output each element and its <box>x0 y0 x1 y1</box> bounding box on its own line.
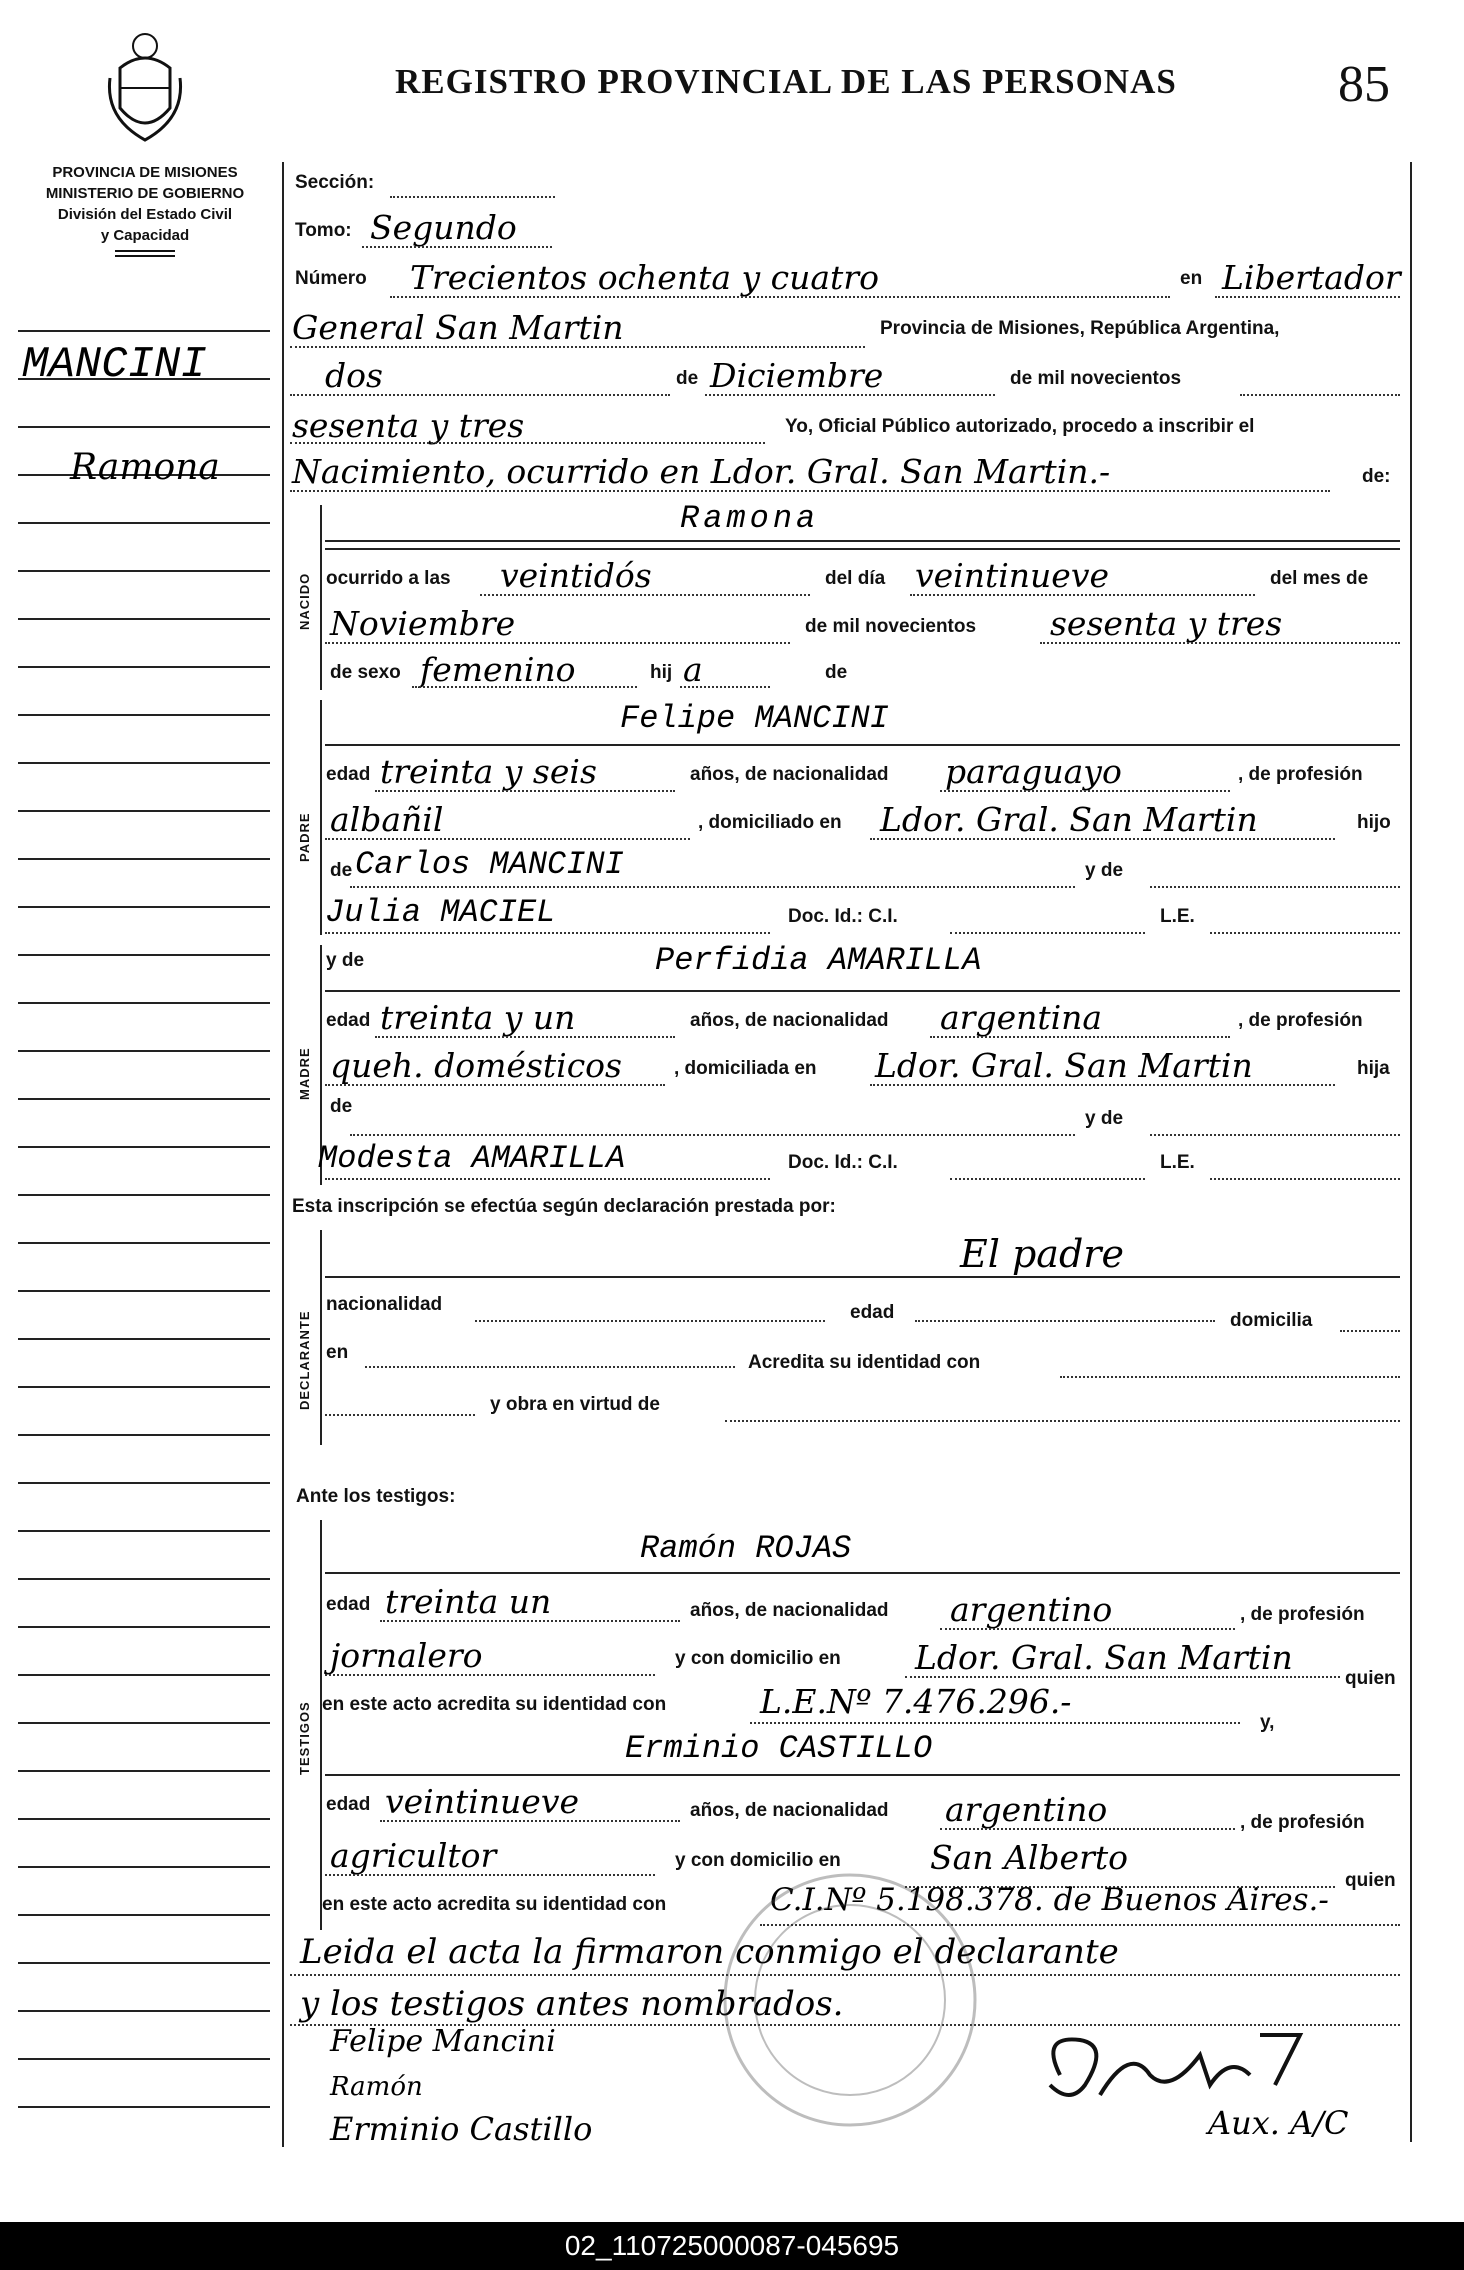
label-de-mil2: de mil novecientos <box>805 616 977 637</box>
value-acta-type: Nacimiento, ocurrido en Ldor. Gral. San Martin.- <box>292 452 1111 491</box>
value-witness2-prof: agricultor <box>330 1836 497 1875</box>
label-de-sexo: de <box>825 662 848 683</box>
label-inscripcion: Esta inscripción se efectúa según declaración prestada por: <box>292 1196 836 1217</box>
coat-of-arms-icon <box>100 28 190 153</box>
margin-rule <box>18 1482 270 1484</box>
label-este-acto-t2: en este acto acredita su identidad con <box>322 1894 667 1915</box>
value-hij-suffix: a <box>683 650 703 689</box>
margin-rule <box>18 1002 270 1004</box>
label-de-padre: de <box>330 860 353 881</box>
label-hijo: hijo <box>1357 812 1391 833</box>
label-le-padre: L.E. <box>1160 906 1195 927</box>
margin-rule <box>18 954 270 956</box>
margin-rule <box>18 1626 270 1628</box>
value-witness2-id: C.I.Nº 5.198.378. de Buenos Aires.- <box>770 1882 1329 1918</box>
issuer-capacity: y Capacidad <box>100 227 190 244</box>
label-del-mes: del mes de <box>1270 568 1369 589</box>
label-acredita: Acredita su identidad con <box>748 1352 981 1373</box>
value-year: sesenta y tres <box>292 406 525 445</box>
label-doc-padre: Doc. Id.: C.I. <box>788 906 898 927</box>
value-witness1-name: Ramón ROJAS <box>640 1530 852 1567</box>
label-le-madre: L.E. <box>1160 1152 1195 1173</box>
value-city: General San Martin <box>292 308 624 347</box>
value-witness2-name: Erminio CASTILLO <box>625 1730 933 1767</box>
value-witness1-prof: jornalero <box>330 1636 483 1675</box>
label-y-de-madre2: y de <box>1085 1108 1124 1129</box>
closing-line-2: y los testigos antes nombrados. <box>300 1984 844 2024</box>
value-dia: veintinueve <box>915 556 1110 595</box>
section-madre: MADRE <box>297 1047 312 1100</box>
label-sexo: de sexo <box>330 662 401 683</box>
value-mother-dom: Ldor. Gral. San Martin <box>875 1046 1253 1085</box>
margin-rule <box>18 2058 270 2060</box>
label-prof-t2: , de profesión <box>1240 1812 1365 1833</box>
value-father-name: Felipe MANCINI <box>620 700 889 737</box>
margin-rule <box>18 1194 270 1196</box>
value-day: dos <box>325 356 383 395</box>
label-y-t1: y, <box>1260 1712 1275 1733</box>
label-en: en <box>1180 268 1203 289</box>
issuer-province: PROVINCIA DE MISIONES <box>52 164 238 181</box>
officer-signature-icon <box>1030 2015 1330 2120</box>
margin-rule <box>18 762 270 764</box>
label-domiciliada: , domiciliada en <box>674 1058 817 1079</box>
value-mother-prof: queh. domésticos <box>330 1046 622 1085</box>
value-mother-name: Perfidia AMARILLA <box>655 942 982 979</box>
margin-rule <box>18 1962 270 1964</box>
label-numero: Número <box>295 268 367 289</box>
label-ocurrido: ocurrido a las <box>326 568 451 589</box>
margin-rule <box>18 1578 270 1580</box>
label-anos-t1: años, de nacionalidad <box>690 1600 889 1621</box>
label-del-dia: del día <box>825 568 886 589</box>
value-mother-mother: Modesta AMARILLA <box>318 1140 626 1177</box>
label-edad-padre: edad <box>326 764 371 785</box>
label-tomo: Tomo: <box>295 220 352 241</box>
value-witness2-dom: San Alberto <box>930 1838 1128 1877</box>
label-oficial: Yo, Oficial Público autorizado, procedo a inscribir el <box>785 416 1255 437</box>
closing-line-1: Leida el acta la firmaron conmigo el declarante <box>300 1932 1119 1972</box>
value-anio: sesenta y tres <box>1050 604 1283 643</box>
label-edad-t2: edad <box>326 1794 371 1815</box>
margin-rule <box>18 426 270 428</box>
label-de-mil: de mil novecientos <box>1010 368 1182 389</box>
value-father-age: treinta y seis <box>380 752 597 791</box>
label-de-colon: de: <box>1362 466 1391 487</box>
margin-rule <box>18 858 270 860</box>
label-seccion: Sección: <box>295 172 375 193</box>
value-hora: veintidós <box>500 556 652 595</box>
value-father-prof: albañil <box>330 800 444 839</box>
label-en-decl: en <box>326 1342 349 1363</box>
label-anos-t2: años, de nacionalidad <box>690 1800 889 1821</box>
margin-rule <box>18 1914 270 1916</box>
official-seal-icon <box>720 1850 980 2155</box>
margin-rule <box>18 1386 270 1388</box>
value-tomo: Segundo <box>370 208 517 247</box>
value-mother-nat: argentina <box>940 998 1103 1037</box>
label-hija: hija <box>1357 1058 1390 1079</box>
frame-right <box>1410 162 1412 2142</box>
label-y-de-padre: y de <box>1085 860 1124 881</box>
margin-rule <box>18 810 270 812</box>
margin-given-name: Ramona <box>70 447 220 488</box>
issuer-division: División del Estado Civil <box>57 206 233 223</box>
margin-rule <box>18 1242 270 1244</box>
document-title: REGISTRO PROVINCIAL DE LAS PERSONAS <box>395 62 1177 101</box>
value-father-dom: Ldor. Gral. San Martin <box>880 800 1258 839</box>
signature-officer: Aux. A/C <box>1208 2104 1349 2142</box>
label-anos-padre: años, de nacionalidad <box>690 764 889 785</box>
value-mes: Noviembre <box>330 604 516 643</box>
label-ante: Ante los testigos: <box>296 1486 456 1507</box>
label-prof-t1: , de profesión <box>1240 1604 1365 1625</box>
margin-rule <box>18 570 270 572</box>
section-declarante: DECLARANTE <box>297 1310 312 1410</box>
label-anos-madre: años, de nacionalidad <box>690 1010 889 1031</box>
margin-rule <box>18 666 270 668</box>
label-doc-madre: Doc. Id.: C.I. <box>788 1152 898 1173</box>
value-child-name: Ramona <box>680 500 820 537</box>
label-y-de-madre: y de <box>326 950 365 971</box>
margin-surname: MANCINI <box>22 340 207 390</box>
signature-ramon: Ramón <box>330 2072 423 2102</box>
label-domicilia: domicilia <box>1230 1310 1313 1331</box>
label-nacionalidad: nacionalidad <box>326 1294 443 1315</box>
margin-rule <box>18 1674 270 1676</box>
value-father-nat: paraguayo <box>945 752 1122 791</box>
value-witness1-nat: argentino <box>950 1590 1113 1629</box>
label-prof-padre: , de profesión <box>1238 764 1363 785</box>
label-quien-t1: quien <box>1345 1668 1396 1689</box>
value-father-father: Carlos MANCINI <box>355 846 624 883</box>
label-edad-decl: edad <box>850 1302 895 1323</box>
value-witness1-age: treinta un <box>385 1582 552 1621</box>
margin-rule <box>18 1866 270 1868</box>
margin-rule <box>18 522 270 524</box>
margin-rule <box>18 1770 270 1772</box>
signature-erminio: Erminio Castillo <box>330 2110 593 2148</box>
value-en: Libertador <box>1222 258 1401 297</box>
label-obra: y obra en virtud de <box>490 1394 660 1415</box>
label-con-dom-t1: y con domicilio en <box>675 1648 841 1669</box>
value-witness2-nat: argentino <box>945 1790 1108 1829</box>
margin-rule <box>18 1050 270 1052</box>
value-father-mother: Julia MACIEL <box>325 894 556 931</box>
issuer-ministry: MINISTERIO DE GOBIERNO <box>45 185 245 202</box>
section-nacido: NACIDO <box>297 572 312 630</box>
margin-rule <box>18 1338 270 1340</box>
margin-rule <box>18 714 270 716</box>
section-padre: PADRE <box>297 812 312 862</box>
margin-rule <box>18 1290 270 1292</box>
label-hij: hij <box>650 662 673 683</box>
margin-rule <box>18 1530 270 1532</box>
label-quien-t2: quien <box>1345 1870 1396 1891</box>
value-witness2-age: veintinueve <box>385 1782 580 1821</box>
margin-rule <box>18 618 270 620</box>
label-prof-madre: , de profesión <box>1238 1010 1363 1031</box>
label-de-madre: de <box>330 1096 353 1117</box>
label-este-acto-t1: en este acto acredita su identidad con <box>322 1694 667 1715</box>
value-month: Diciembre <box>710 356 884 395</box>
section-testigos: TESTIGOS <box>297 1701 312 1775</box>
document-id-footer: 02_110725000087-045695 <box>0 2222 1464 2270</box>
value-witness1-dom: Ldor. Gral. San Martin <box>915 1638 1293 1677</box>
page-number: 85 <box>1338 56 1390 113</box>
margin-rule <box>18 1098 270 1100</box>
label-con-dom-t2: y con domicilio en <box>675 1850 841 1871</box>
label-domiciliado: , domiciliado en <box>698 812 842 833</box>
value-declarant: El padre <box>960 1232 1124 1276</box>
margin-rule <box>18 906 270 908</box>
issuer-block <box>20 162 270 257</box>
value-numero: Trecientos ochenta y cuatro <box>410 258 879 297</box>
margin-rule <box>18 1434 270 1436</box>
margin-rule <box>18 1818 270 1820</box>
label-provincia: Provincia de Misiones, República Argentina, <box>880 318 1280 339</box>
margin-rule <box>18 1722 270 1724</box>
margin-rule <box>18 2010 270 2012</box>
value-witness1-id: L.E.Nº 7.476.296.- <box>760 1682 1072 1721</box>
margin-rule <box>18 1146 270 1148</box>
margin-rule <box>18 2106 270 2108</box>
value-sexo: femenino <box>420 650 576 689</box>
label-edad-madre: edad <box>326 1010 371 1031</box>
signature-father: Felipe Mancini <box>330 2024 556 2059</box>
label-de: de <box>676 368 699 389</box>
value-mother-age: treinta y un <box>380 998 576 1037</box>
frame-left <box>282 162 284 2147</box>
label-edad-t1: edad <box>326 1594 371 1615</box>
margin-rule <box>18 330 270 332</box>
